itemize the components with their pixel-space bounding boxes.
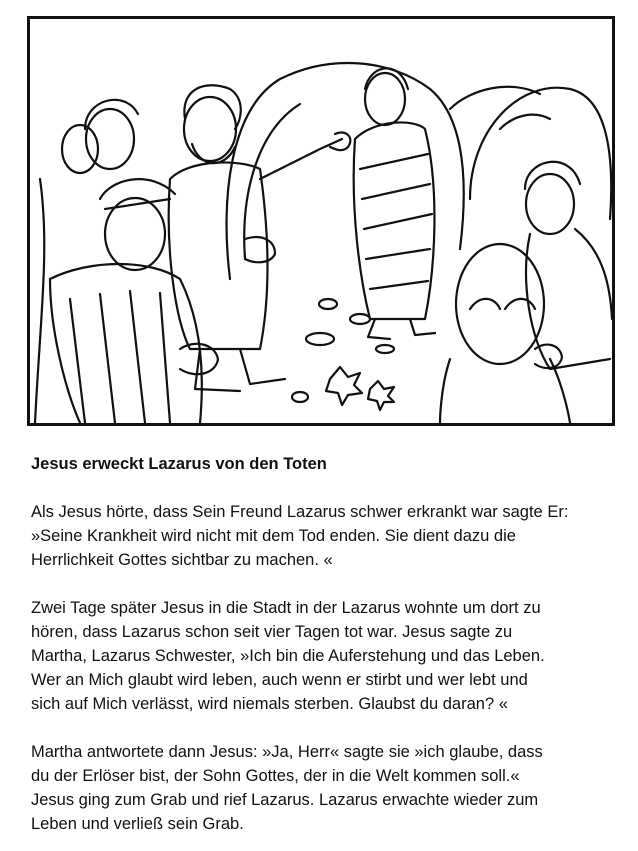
story-title: Jesus erweckt Lazarus von den Toten (31, 455, 327, 473)
mary-martha-figures (440, 162, 612, 423)
cave-outline (227, 63, 464, 279)
lazarus-figure (354, 68, 435, 339)
coloring-illustration (27, 16, 615, 426)
story-text (31, 452, 621, 836)
disciples-group (35, 100, 218, 423)
tomb-stone (470, 88, 611, 219)
lazarus-scene-drawing (30, 19, 612, 423)
story-paragraph-1: Als Jesus hörte, dass Sein Freund Lazarus schwer erkrankt war sagte Er: »Seine Krankheit wird nicht mit dem Tod enden. Sie dient dazu die Herrlichkeit Gottes sichtbar zu machen. « (31, 503, 569, 569)
story-paragraph-2: Zwei Tage später Jesus in die Stadt in der Lazarus wohnte um dort zu hören, dass Lazarus schon seit vier Tagen tot war. Jesus sagte zu Martha, Lazarus Schwester, »Ich bin die Auferstehung und das Leben. Wer an Mich glaubt wird leben, auch wenn er stirbt und wer lebt und sich auf Mich verlässt, wird niemals sterben. Glaubst du daran? « (31, 599, 545, 713)
story-paragraph-3: Martha antwortete dann Jesus: »Ja, Herr« sagte sie »ich glaube, dass du der Erlöser bist, der Sohn Gottes, der in die Welt kommen soll.« Jesus ging zum Grab und rief Lazarus. Lazarus erwachte wieder zum Leben und verließ sein Grab. (31, 743, 543, 833)
leaf-shape (326, 367, 362, 405)
